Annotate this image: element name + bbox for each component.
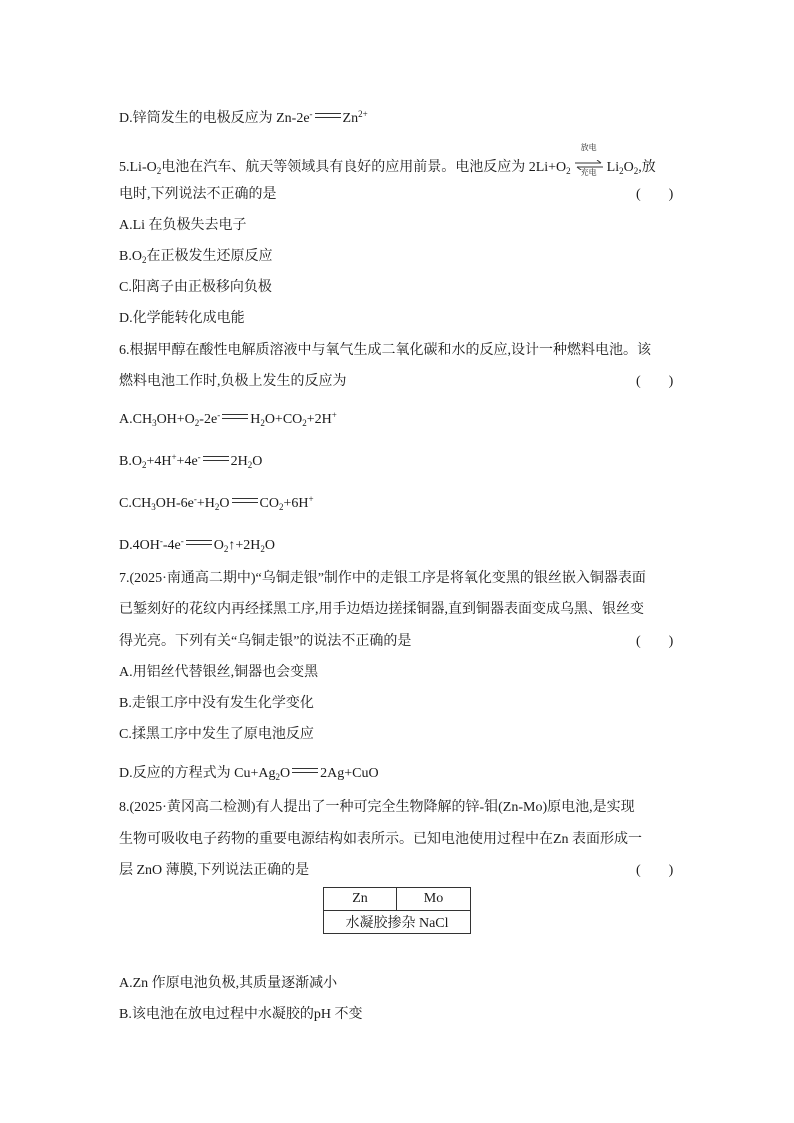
arrow-label-discharge: 放电: [580, 143, 597, 152]
equals-sign: [222, 414, 248, 419]
q5-stem-text: 电池在汽车、航天等领域具有良好的应用前景。电池反应为 2Li+O: [161, 160, 567, 175]
option-text: ↑+2H: [228, 538, 261, 553]
q7-option-b: B.走银工序中没有发生化学变化: [119, 696, 314, 711]
superscript: +: [331, 410, 337, 420]
option-text: A.CH: [119, 412, 153, 427]
option-text: +4H: [146, 454, 172, 469]
superscript: -: [180, 536, 184, 546]
option-text: O: [219, 496, 230, 511]
subscript: 2: [260, 418, 265, 428]
q8-stem-line3: 层 ZnO 薄膜,下列说法正确的是: [119, 863, 310, 878]
subscript: 2: [156, 166, 162, 176]
equals-sign: [186, 540, 212, 545]
subscript: 2: [214, 502, 220, 512]
q8-option-b: B.该电池在放电过程中水凝胶的pH 不变: [119, 1007, 363, 1022]
q5-number: 5.Li-O: [119, 160, 157, 175]
subscript: 2: [566, 166, 571, 176]
option-text: H: [250, 412, 261, 427]
option-text: O: [279, 766, 291, 781]
reversible-arrow: [573, 143, 605, 178]
option-text: O: [213, 538, 224, 553]
option-text: D.4OH: [119, 538, 160, 553]
answer-bracket: ( ): [636, 863, 674, 878]
subscript: 2: [194, 418, 200, 428]
subscript: 2: [223, 544, 229, 554]
option-text: 在正极发生还原反应: [146, 249, 273, 264]
arrow-label-charge: 充电: [580, 168, 597, 177]
q6-option-a: [119, 410, 337, 430]
option-text: O: [252, 454, 263, 469]
q5-option-a: A.Li 在负极失去电子: [119, 218, 247, 233]
option-text: OH+O: [156, 412, 195, 427]
q8-stem-line1: 8.(2025·黄冈高二检测)有人提出了一种可完全生物降解的锌-钼(Zn-Mo)原电池,是实现: [119, 800, 635, 815]
battery-structure-table: [323, 887, 471, 934]
q6-option-d: [119, 536, 275, 556]
subscript: 2: [275, 772, 280, 782]
q6-option-c: [119, 494, 314, 514]
q8-option-a: A.Zn 作原电池负极,其质量逐渐减小: [119, 976, 338, 991]
product: Li: [606, 160, 620, 175]
q6-option-b: [119, 452, 262, 472]
superscript: -: [193, 494, 197, 504]
option-text: D.反应的方程式为 Cu+Ag: [119, 766, 276, 781]
product: O: [623, 160, 634, 175]
q6-stem-line2: 燃料电池工作时,负极上发生的反应为: [119, 374, 347, 389]
q5-option-d: D.化学能转化成电能: [119, 311, 245, 326]
option-text: +H: [196, 496, 215, 511]
q5-stem-line1: [119, 143, 656, 178]
q7-option-c: C.揉黑工序中发生了原电池反应: [119, 727, 314, 742]
subscript: 2: [260, 544, 265, 554]
equals-sign: [292, 768, 318, 773]
q8-stem-line2: 生物可吸收电子药物的重要电源结构如表所示。已知电池使用过程中在Zn 表面形成一: [119, 832, 643, 847]
q7-stem-line3: 得光亮。下列有关“乌铜走银”的说法不正确的是: [119, 634, 412, 649]
q5-option-c: C.阳离子由正极移向负极: [119, 280, 272, 295]
q4-option-d: [119, 109, 368, 129]
subscript: 2: [633, 166, 639, 176]
table-cell-mo: Mo: [397, 888, 471, 911]
option-text: 2Ag+CuO: [320, 766, 379, 781]
option-text: B.O: [119, 249, 142, 264]
option-text: 2H: [230, 454, 248, 469]
table-cell-zn: Zn: [324, 888, 397, 911]
subscript: 3: [151, 502, 156, 512]
superscript: -: [309, 109, 313, 119]
product: Zn: [342, 111, 359, 126]
option-text: -4e: [162, 538, 181, 553]
q5-option-b: [119, 247, 272, 267]
q5-stem-tail: ,放: [638, 160, 656, 175]
subscript: 2: [141, 460, 147, 470]
superscript: -: [159, 536, 163, 546]
equals-sign: [315, 113, 341, 118]
option-text: +4e: [176, 454, 198, 469]
subscript: 2: [141, 255, 147, 265]
option-text: +6H: [283, 496, 309, 511]
answer-bracket: ( ): [636, 374, 674, 389]
q4-option-d-text: D.锌筒发生的电极反应为 Zn-2e: [119, 111, 310, 126]
superscript: -: [197, 452, 201, 462]
q6-stem-line1: 6.根据甲醇在酸性电解质溶液中与氧气生成二氧化碳和水的反应,设计一种燃料电池。该: [119, 343, 651, 358]
option-text: O: [264, 538, 275, 553]
option-text: C.CH: [119, 496, 152, 511]
equals-sign: [232, 498, 258, 503]
q5-stem-line2: 电时,下列说法不正确的是: [119, 187, 277, 202]
q7-option-a: A.用铝丝代替银丝,铜器也会变黑: [119, 665, 319, 680]
answer-bracket: ( ): [636, 187, 674, 202]
superscript: +: [171, 452, 177, 462]
q7-stem-line2: 已錾刻好的花纹内再经揉黑工序,用手边焐边搓揉铜器,直到铜器表面变成乌黑、银丝变: [119, 602, 644, 617]
option-text: -2e: [199, 412, 218, 427]
option-text: CO: [259, 496, 279, 511]
answer-bracket: ( ): [636, 634, 674, 649]
subscript: 3: [152, 418, 157, 428]
subscript: 2: [279, 502, 284, 512]
subscript: 2: [302, 418, 307, 428]
superscript: -: [217, 410, 221, 420]
table-cell-hydrogel: 水凝胶掺杂 NaCl: [324, 911, 471, 934]
option-text: OH-6e: [155, 496, 194, 511]
option-text: B.O: [119, 454, 142, 469]
subscript: 2: [247, 460, 253, 470]
superscript: +: [308, 494, 314, 504]
q7-stem-line1: 7.(2025·南通高二期中)“乌铜走银”制作中的走银工序是将氧化变黑的银丝嵌入铜器表面: [119, 571, 646, 586]
equals-sign: [203, 456, 229, 461]
option-text: +2H: [306, 412, 332, 427]
option-text: O+CO: [264, 412, 303, 427]
subscript: 2: [619, 166, 624, 176]
q7-option-d: [119, 764, 379, 784]
charge: 2+: [358, 109, 368, 119]
